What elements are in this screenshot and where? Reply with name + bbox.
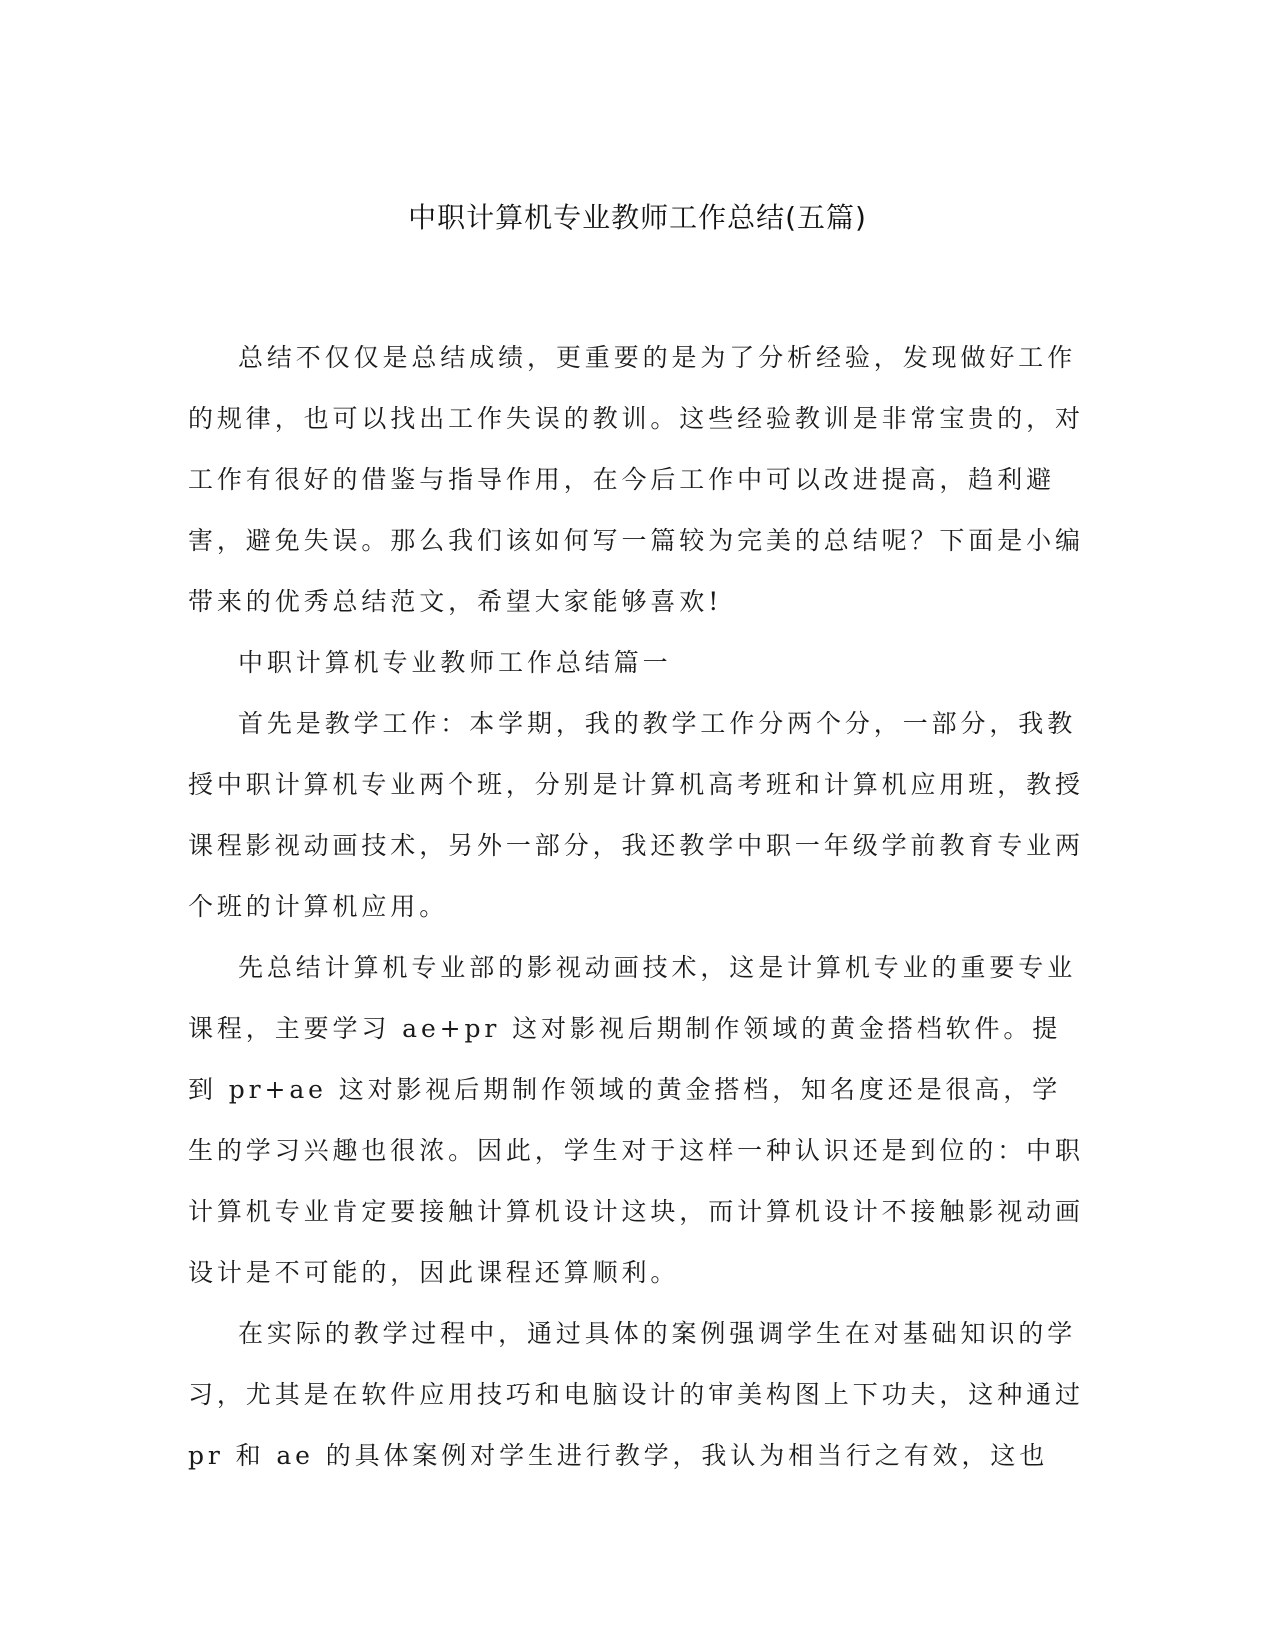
body-paragraph: 在实际的教学过程中，通过具体的案例强调学生在对基础知识的学习，尤其是在软件应用技巧和电脑设计的审美构图上下功夫，这种通过 pr 和 ae 的具体案例对学生进行教学，我认为相当行之有效，这也: [188, 1319, 1084, 1470]
document-title: 中职计算机专业教师工作总结(五篇): [408, 201, 867, 234]
section-heading: 中职计算机专业教师工作总结篇一: [238, 648, 672, 677]
document-body: [188, 327, 1088, 1486]
body-paragraph: 首先是教学工作：本学期，我的教学工作分两个分，一部分，我教授中职计算机专业两个班，分别是计算机高考班和计算机应用班，教授课程影视动画技术，另外一部分，我还教学中职一年级学前教育专业两个班的计算机应用。: [188, 709, 1084, 921]
body-paragraph: 先总结计算机专业部的影视动画技术，这是计算机专业的重要专业课程，主要学习 ae+pr 这对影视后期制作领域的黄金搭档软件。提到 pr+ae 这对影视后期制作领域的黄金搭档，知名度还是很高，学生的学习兴趣也很浓。因此，学生对于这样一种认识还是到位的：中职计算机专业肯定要接触计算机设计这块，而计算机设计不接触影视动画设计是不可能的，因此课程还算顺利。: [188, 953, 1084, 1287]
intro-paragraph: 总结不仅仅是总结成绩，更重要的是为了分析经验，发现做好工作的规律，也可以找出工作失误的教训。这些经验教训是非常宝贵的，对工作有很好的借鉴与指导作用，在今后工作中可以改进提高，趋利避害，避免失误。那么我们该如何写一篇较为完美的总结呢？下面是小编带来的优秀总结范文，希望大家能够喜欢!: [188, 343, 1084, 616]
